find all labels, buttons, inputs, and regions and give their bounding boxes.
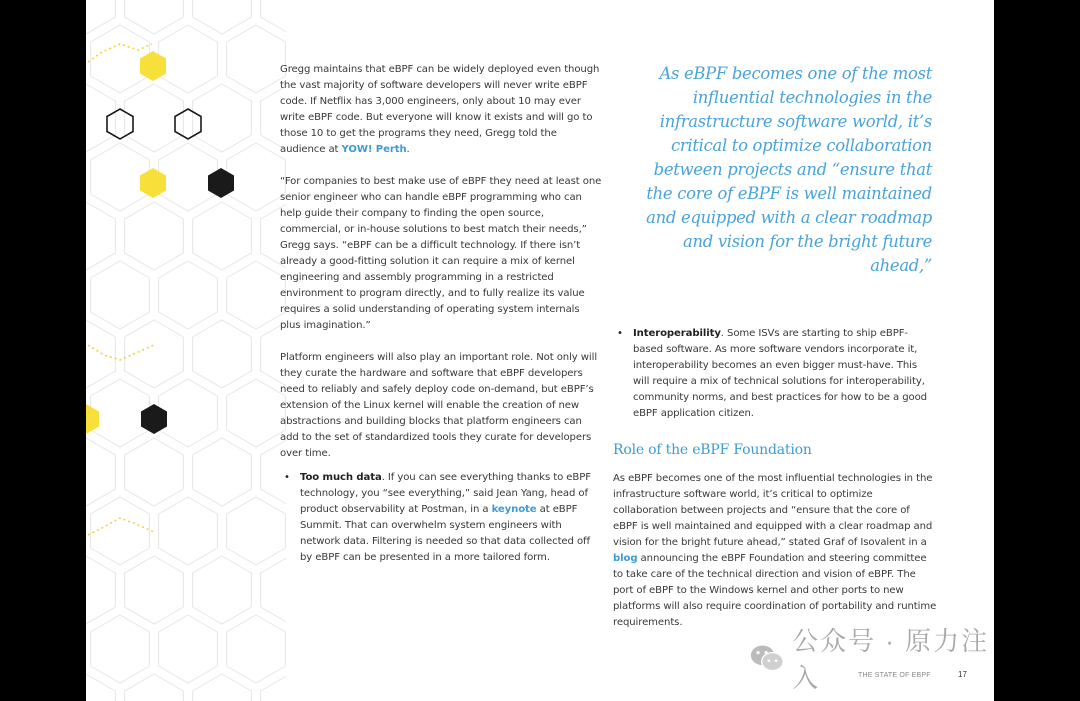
- grid-hexagon: [159, 615, 218, 683]
- grid-hexagon: [159, 261, 218, 329]
- document-page: [86, 0, 994, 701]
- black-hexagon: [141, 404, 167, 434]
- grid-hexagon: [91, 497, 150, 565]
- grid-hexagon: [86, 0, 115, 34]
- grid-hexagon: [159, 497, 218, 565]
- grid-hexagon: [125, 438, 184, 506]
- black-hexagon: [208, 168, 234, 198]
- paragraph: Platform engineers will also play an important role. Not only will they curate the hardware and software that eBPF developers need to reliably and safely deploy code on-demand, but eBPF’s extension of the Linux kernel will enable the creation of new abstractions and building blocks that platform engineers can add to the set of standardized tools they curate for developers over time.: [280, 352, 598, 459]
- paragraph: Gregg maintains that eBPF can be widely deployed even though the vast majority of software developers will never write eBPF code. If Netflix has 3,000 engineers, only about 10 may ever write eBPF code. But everyone will know it exists and will go to those 10 to get the programs they need, Gregg told the audience at YOW! Perth.: [280, 64, 600, 155]
- grid-hexagon: [159, 379, 218, 447]
- grid-hexagon: [86, 438, 115, 506]
- grid-hexagon: [86, 202, 115, 270]
- paragraph: As eBPF becomes one of the most influential technologies in the infrastructure software world, it’s critical to optimize collaboration between projects and “ensure that the core of eBPF is well maintained and equipped with a clear roadmap and vision for the bright future ahead,” stated Graf of Isovalent in a blog announcing the eBPF Foundation and steering committee to take care of the technical direction and vision of eBPF. The port of eBPF to the Windows kernel and other ports to new platforms will also require coordination of portability and runtime requirements.: [613, 473, 937, 628]
- footer-label: THE STATE OF EBPF: [858, 672, 931, 679]
- outlined-hexagon: [107, 109, 133, 139]
- left-column: [280, 62, 602, 566]
- bullet-too-much-data: • Too much data. If you can see everything thanks to eBPF technology, you “see everything,” said Jean Yang, head of product observability at Postman, in a keynote at eBPF Summit. That can overwhelm system engineers with network data. Filtering is needed so that data collected off by eBPF can be presented in a more tailored form.: [284, 472, 591, 563]
- grid-hexagon: [125, 556, 184, 624]
- grid-hexagon: [261, 0, 286, 34]
- yellow-hexagon: [86, 404, 99, 434]
- grid-hexagon: [91, 261, 150, 329]
- grid-hexagon: [125, 674, 184, 701]
- bullet-dot-icon: •: [284, 472, 290, 483]
- page-number: 17: [958, 670, 967, 679]
- outlined-hexagon: [175, 109, 201, 139]
- grid-hexagon: [86, 84, 115, 152]
- section-heading: Role of the eBPF Foundation: [613, 442, 812, 458]
- grid-hexagon: [193, 0, 252, 34]
- bullet-dot-icon: •: [617, 328, 623, 339]
- yellow-hexagon: [140, 168, 166, 198]
- grid-hexagon: [193, 556, 252, 624]
- grid-hexagon: [125, 0, 184, 34]
- grid-hexagon: [227, 143, 286, 211]
- grid-hexagon: [193, 320, 252, 388]
- dotted-accent-lines: [88, 44, 154, 535]
- blog-link[interactable]: blog: [613, 553, 638, 564]
- grid-hexagon: [91, 615, 150, 683]
- grid-hexagon: [227, 379, 286, 447]
- paragraph: “For companies to best make use of eBPF they need at least one senior engineer who can handle eBPF programming who can help guide their company to finding the open source, commercial, or in-house solutions to best match their needs,” Gregg says. “eBPF can be a difficult technology. If there isn’t already a good-fitting solution it can require a mix of kernel engineering and assembly programming in a restricted environment to program directly, and to fully realize its value requires a solid understanding of operating system internals plus imagination.”: [280, 176, 602, 331]
- pull-quote: As eBPF becomes one of the most influential technologies in the infrastructure software world, it’s critical to optimize collaboration between projects and “ensure that the core of eBPF is well maintained and equipped with a clear roadmap and vision for the bright future ahead,”: [646, 64, 932, 275]
- grid-hexagon: [86, 556, 115, 624]
- grid-hexagon: [91, 379, 150, 447]
- yellow-hexagon: [140, 51, 166, 81]
- grid-hexagon: [227, 25, 286, 93]
- grid-hexagon: [193, 438, 252, 506]
- grid-hexagon: [159, 25, 218, 93]
- grid-hexagon: [86, 320, 115, 388]
- yow-perth-link[interactable]: YOW! Perth: [341, 144, 407, 155]
- watermark-text: 公众号 · 原力注入: [792, 626, 990, 693]
- wechat-icon: [750, 642, 784, 674]
- grid-hexagon: [227, 615, 286, 683]
- grid-hexagon: [261, 556, 286, 624]
- grid-hexagon: [227, 497, 286, 565]
- grid-hexagon: [125, 202, 184, 270]
- grid-hexagon: [193, 674, 252, 701]
- grid-hexagon: [227, 261, 286, 329]
- hexagon-pattern: [86, 0, 286, 701]
- right-column-bullet: [613, 326, 933, 422]
- keynote-link[interactable]: keynote: [491, 504, 537, 515]
- grid-hexagon: [193, 202, 252, 270]
- bullet-interoperability: • Interoperability. Some ISVs are starting to ship eBPF-based software. As more software vendors incorporate it, interoperability becomes an even bigger must-have. This will require a mix of technical solutions for interoperability, community norms, and best practices for how to be a good eBPF application citizen.: [617, 328, 927, 419]
